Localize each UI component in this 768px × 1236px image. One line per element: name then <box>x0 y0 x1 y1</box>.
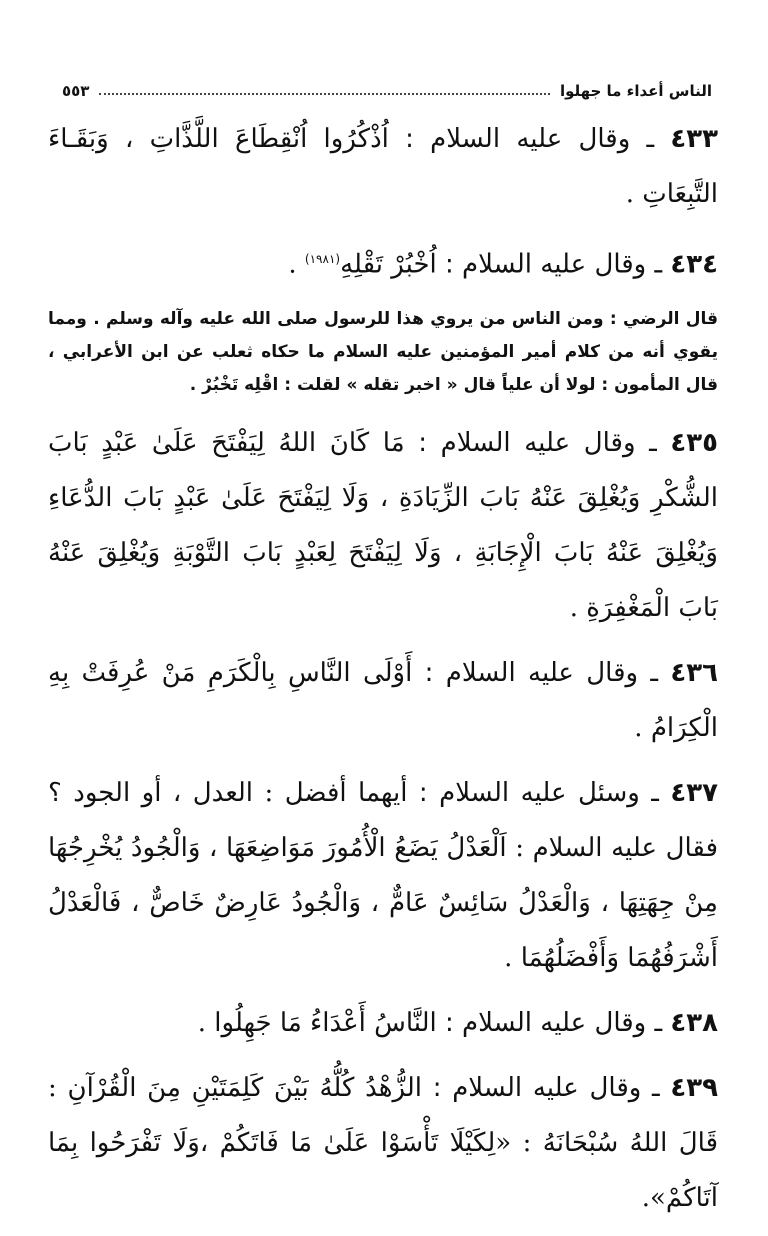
saying-text: مَا كَانَ اللهُ لِيَفْتَحَ عَلَىٰ عَبْدٍ بَابَ الشُّكْرِ وَيُغْلِقَ عَنْهُ بَابَ الزِّيَادَةِ ، وَلَا لِيَفْتَحَ عَلَىٰ عَبْدٍ بَابَ الدُّعَاءِ وَيُغْلِقَ عَنْهُ بَابَ الْإِجَابَةِ ، وَلَا لِيَفْتَحَ لِعَبْدٍ بَابَ التَّوْبَةِ وَيُغْلِقَ عَنْهُ بَابَ الْمَغْفِرَةِ . <box>48 427 718 623</box>
saying-number: ٤٣٩ <box>670 1072 718 1103</box>
saying-text: أيهما أفضل : العدل ، أو الجود ؟ فقال عليه السلام : اَلْعَدْلُ يَضَعُ الْأُمُورَ مَوَاضِعَهَا ، وَالْجُودُ يُخْرِجُهَا مِنْ جِهَتِهَا ، وَالْعَدْلُ سَائِسٌ عَامٌّ ، وَالْجُودُ عَارِضٌ خَاصٌّ ، فَالْعَدْلُ أَشْرَفُهُمَا وَأَفْضَلُهُمَا . <box>48 777 718 973</box>
saying-text: أَوْلَى النَّاسِ بِالْكَرَمِ مَنْ عُرِفَتْ بِهِ الْكِرَامُ . <box>48 657 718 743</box>
saying-tail: . <box>288 249 305 280</box>
saying-intro: ـ وقال عليه السلام : <box>421 1072 671 1103</box>
saying-number: ٤٣٨ <box>670 1007 718 1038</box>
saying-438 <box>48 996 718 1051</box>
page-number: ٥٥٣ <box>62 82 90 100</box>
saying-number: ٤٣٥ <box>670 427 718 458</box>
saying-intro: ـ وقال عليه السلام : <box>388 124 671 154</box>
saying-text: اُذْكُرُوا اُنْقِطَاعَ اللَّذَّاتِ ، وَبَقَـاءَ التَّبِعَاتِ . <box>48 124 718 209</box>
saying-number: ٤٣٦ <box>670 657 718 688</box>
saying-437 <box>48 766 718 986</box>
page-body <box>48 112 718 1236</box>
page-header <box>62 70 712 100</box>
running-title: الناس أعداء ما جهلوا <box>559 82 712 100</box>
footnote-marker: (١٩٨١) <box>304 252 341 266</box>
commentary-radi: قال الرضي : ومن الناس من يروي هذا للرسول صلى الله عليه وآله وسلم . ومما يقوي أنه من كلام أمير المؤمنين عليه السلام ما حكاه ثعلب عن ابن الأعرابي ، قال المأمون : لولا أن علياً قال « اخبر تقله » لقلت : اقْلِه تَخْبُرْ . <box>48 308 718 395</box>
saying-intro: ـ وقال عليه السلام : <box>436 249 671 280</box>
saying-intro: ـ وقال عليه السلام : <box>412 657 671 688</box>
saying-435 <box>48 416 718 636</box>
saying-intro: ـ وقال عليه السلام : <box>404 427 671 458</box>
saying-text: الزُّهْدُ كُلُّهُ بَيْنَ كَلِمَتَيْنِ مِنَ الْقُرْآنِ : قَالَ اللهُ سُبْحَانَهُ : «لِكَيْلَا تَأْسَوْا عَلَىٰ مَا فَاتَكُمْ ،وَلَا تَفْرَحُوا بِمَا آتَاكُمْ». <box>48 1072 718 1213</box>
saying-number: ٤٣٣ <box>670 124 718 154</box>
saying-439 <box>48 1061 718 1226</box>
saying-number: ٤٣٧ <box>670 777 718 808</box>
saying-434 <box>48 232 718 293</box>
saying-436 <box>48 646 718 756</box>
saying-433 <box>48 112 718 222</box>
saying-number: ٤٣٤ <box>670 249 718 280</box>
header-dotted-leader <box>99 93 549 95</box>
saying-text: النَّاسُ أَعْدَاءُ مَا جَهِلُوا . <box>197 1007 437 1038</box>
saying-text: اُخْبُرْ تَقْلِهِ <box>340 249 437 280</box>
saying-intro: ـ وقال عليه السلام : <box>436 1007 671 1038</box>
saying-intro: ـ وسئل عليه السلام : <box>407 777 671 808</box>
